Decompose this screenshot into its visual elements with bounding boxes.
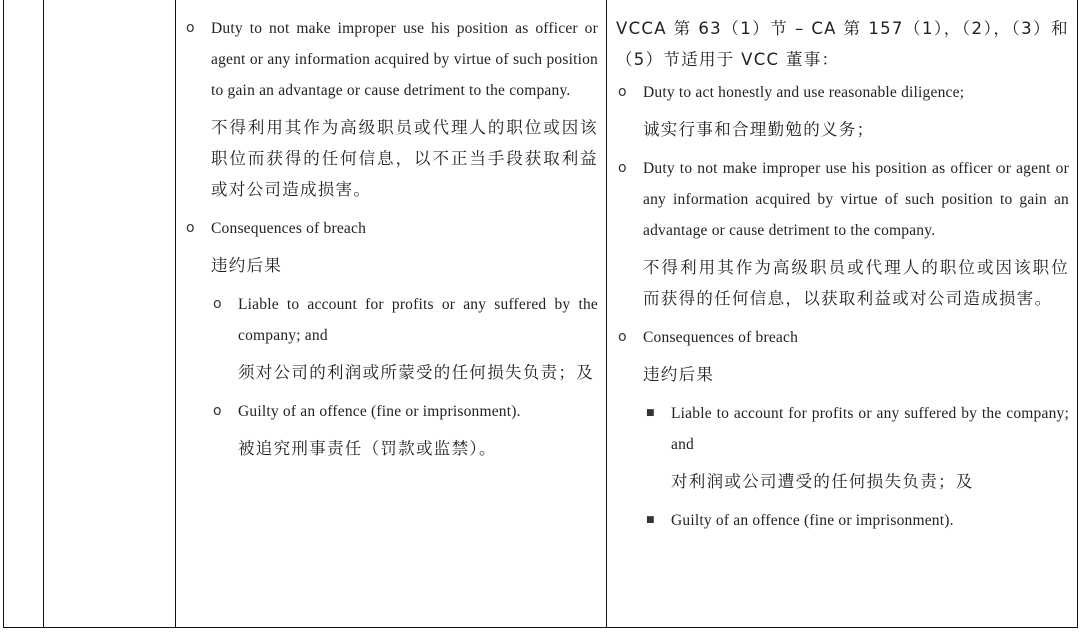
duty-improper-text: Duty to not make improper use his position as officer or agent or any information acquired by virtue of such position to gain an advantage or cause detriment to the company. <box>211 20 598 99</box>
liable-text: Liable to account for profits or any suffered by the company; and <box>671 405 1069 453</box>
list-item <box>616 153 1069 314</box>
circle-bullet-icon: o <box>186 20 195 36</box>
duty-improper-text: Duty to not make improper use his position as officer or agent or any information acquired by virtue of such position to gain an advantage or cause detriment to the company. <box>643 160 1069 239</box>
square-bullet-icon: ■ <box>646 408 655 418</box>
guilty-text: Guilty of an offence (fine or imprisonment). <box>238 403 521 420</box>
consequences-translation: 违约后果 <box>643 365 715 384</box>
comparison-table <box>3 0 1078 628</box>
guilty-text: Guilty of an offence (fine or imprisonment). <box>671 512 954 529</box>
square-bullet-icon: ■ <box>646 515 655 525</box>
circle-bullet-icon: o <box>186 220 195 236</box>
consequences-translation: 违约后果 <box>211 256 283 275</box>
vcca-section-intro: VCCA 第 63（1）节 – CA 第 157（1），（2），（3）和（5）节适用于 VCC 董事： <box>616 19 1069 69</box>
list-item <box>644 398 1069 497</box>
consequences-heading: Consequences of breach <box>643 329 799 346</box>
circle-bullet-icon: o <box>618 160 627 176</box>
circle-bullet-icon: o <box>213 296 222 312</box>
table-cell-topic <box>44 0 176 628</box>
liable-text: Liable to account for profits or any suffered by the company; and <box>238 296 598 344</box>
list-item <box>616 77 1069 145</box>
list-item <box>184 396 598 464</box>
duty-improper-translation: 不得利用其作为高级职员或代理人的职位或因该职位而获得的任何信息，以获取利益或对公司造成损害。 <box>643 258 1069 308</box>
duty-honest-text: Duty to act honestly and use reasonable diligence; <box>643 84 965 101</box>
liable-translation: 对利润或公司遭受的任何损失负责；及 <box>671 472 974 491</box>
consequences-heading: Consequences of breach <box>211 220 367 237</box>
list-item <box>184 289 598 388</box>
table-cell-index <box>4 0 44 628</box>
circle-bullet-icon: o <box>213 403 222 419</box>
list-item <box>616 322 1069 390</box>
guilty-translation: 被追究刑事责任（罚款或监禁）。 <box>238 439 497 458</box>
duty-improper-translation: 不得利用其作为高级职员或代理人的职位或因该职位而获得的任何信息，以不正当手段获取利益或对公司造成损害。 <box>211 118 598 199</box>
list-item <box>184 13 598 205</box>
circle-bullet-icon: o <box>618 329 627 345</box>
table-cell-vcc-application <box>607 0 1078 628</box>
liable-translation: 须对公司的利润或所蒙受的任何损失负责；及 <box>238 363 594 382</box>
table-cell-requirements <box>176 0 607 628</box>
duty-honest-translation: 诚实行事和合理勤勉的义务； <box>643 120 875 139</box>
list-item <box>184 213 598 281</box>
circle-bullet-icon: o <box>618 84 627 100</box>
table-row <box>4 0 1078 628</box>
list-item <box>644 505 1069 536</box>
